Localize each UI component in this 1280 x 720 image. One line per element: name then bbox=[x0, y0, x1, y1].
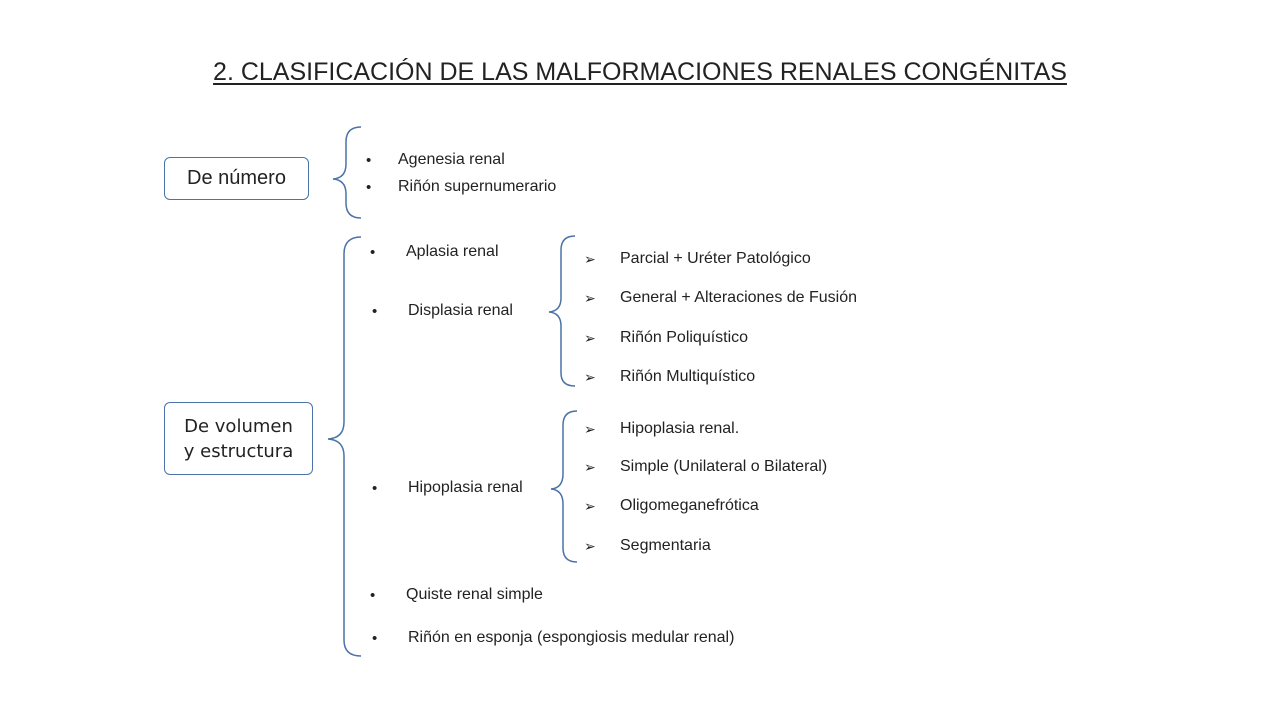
bullet-icon: • bbox=[372, 629, 378, 647]
category-label-volumen-line2: y estructura bbox=[183, 440, 294, 462]
list-item-aplasia: • Aplasia renal bbox=[370, 243, 499, 261]
list-item-agenesia: • Agenesia renal bbox=[366, 151, 505, 169]
subitem-segmentaria: ➢ Segmentaria bbox=[584, 537, 711, 554]
brace-numero bbox=[333, 127, 361, 218]
subitem-simple: ➢ Simple (Unilateral o Bilateral) bbox=[584, 458, 828, 475]
arrow-bullet-icon: ➢ bbox=[584, 537, 596, 554]
list-item-hipoplasia: • Hipoplasia renal bbox=[372, 479, 523, 497]
bullet-icon: • bbox=[370, 586, 376, 604]
subitem-general: ➢ General + Alteraciones de Fusión bbox=[584, 289, 858, 306]
bullet-icon: • bbox=[366, 178, 372, 196]
subitem-parcial: ➢ Parcial + Uréter Patológico bbox=[584, 250, 811, 267]
brace-hipoplasia bbox=[551, 411, 577, 562]
category-label-numero: De número bbox=[187, 167, 286, 189]
subitem-poliquistico: ➢ Riñón Poliquístico bbox=[584, 329, 749, 346]
brace-displasia bbox=[549, 236, 575, 386]
arrow-bullet-icon: ➢ bbox=[584, 458, 596, 475]
arrow-bullet-icon: ➢ bbox=[584, 289, 596, 306]
arrow-bullet-icon: ➢ bbox=[584, 497, 596, 514]
arrow-bullet-icon: ➢ bbox=[584, 250, 596, 267]
arrow-bullet-icon: ➢ bbox=[584, 368, 596, 385]
bullet-icon: • bbox=[372, 302, 378, 320]
arrow-bullet-icon: ➢ bbox=[584, 329, 596, 346]
list-item-quiste: • Quiste renal simple bbox=[370, 586, 543, 604]
bullet-icon: • bbox=[366, 151, 372, 169]
arrow-bullet-icon: ➢ bbox=[584, 420, 596, 437]
subitem-oligomeganefrotica: ➢ Oligomeganefrótica bbox=[584, 497, 759, 514]
category-label-volumen-line1: De volumen bbox=[184, 415, 293, 437]
subitem-hipoplasia-renal: ➢ Hipoplasia renal. bbox=[584, 420, 740, 437]
page-title: 2. CLASIFICACIÓN DE LAS MALFORMACIONES RENALES CONGÉNITAS bbox=[213, 58, 1067, 86]
list-item-displasia: • Displasia renal bbox=[372, 302, 513, 320]
list-item-esponja: • Riñón en esponja (espongiosis medular renal) bbox=[372, 629, 735, 647]
bullet-icon: • bbox=[372, 479, 378, 497]
brace-volumen bbox=[328, 237, 361, 656]
list-item-supernumerario: • Riñón supernumerario bbox=[366, 178, 557, 196]
bullet-icon: • bbox=[370, 243, 376, 261]
subitem-multiquistico: ➢ Riñón Multiquístico bbox=[584, 368, 756, 385]
